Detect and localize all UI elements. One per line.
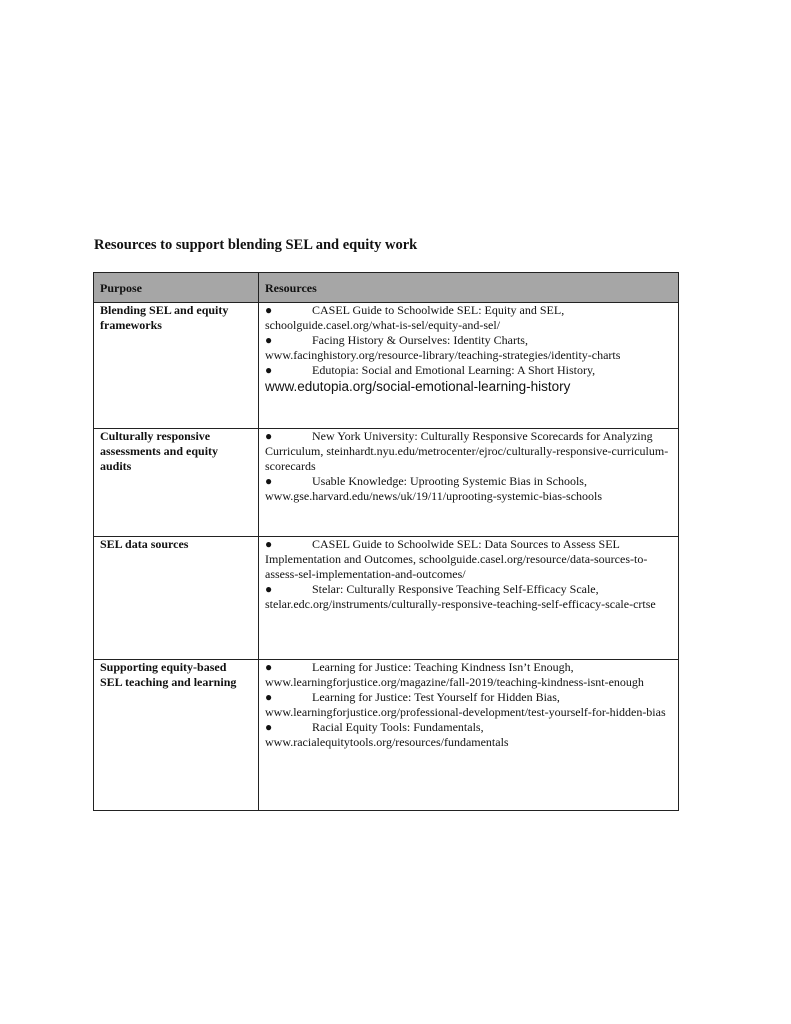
bullet-icon: ● xyxy=(265,660,273,674)
resources-cell xyxy=(259,303,679,429)
resource-item xyxy=(265,363,672,396)
resource-name: Usable Knowledge: Uprooting Systemic Bias in Schools, xyxy=(312,474,587,488)
purpose-cell: Blending SEL and equity frameworks xyxy=(94,303,259,429)
table-header-row xyxy=(94,273,679,303)
resources-column-header: Resources xyxy=(259,273,679,303)
table-row xyxy=(94,429,679,537)
resource-url[interactable]: www.facinghistory.org/resource-library/teaching-strategies/identity-charts xyxy=(265,348,621,362)
resource-item xyxy=(265,582,672,612)
bullet-icon: ● xyxy=(265,429,273,443)
resource-url[interactable]: www.learningforjustice.org/professional-development/test-yourself-for-hidden-bias xyxy=(265,705,666,719)
bullet-icon: ● xyxy=(265,537,273,551)
resource-name: CASEL Guide to Schoolwide SEL: Data Sources to Assess SEL Implementation and Outcomes, xyxy=(265,537,620,566)
resource-name: CASEL Guide to Schoolwide SEL: Equity and SEL, xyxy=(312,303,565,317)
resources-cell xyxy=(259,660,679,811)
resource-url[interactable]: schoolguide.casel.org/what-is-sel/equity-and-sel/ xyxy=(265,318,501,332)
resource-item xyxy=(265,660,672,690)
table-row xyxy=(94,537,679,660)
bullet-icon: ● xyxy=(265,303,273,317)
resource-name: Facing History & Ourselves: Identity Charts, xyxy=(312,333,528,347)
resource-item xyxy=(265,537,672,582)
resource-item xyxy=(265,474,672,504)
resource-name: Learning for Justice: Teaching Kindness Isn’t Enough, xyxy=(312,660,574,674)
resource-name: Racial Equity Tools: Fundamentals, xyxy=(312,720,484,734)
resource-url[interactable]: schoolguide.casel.org/resource/data-sources-to-assess-sel-implementation-and-outcomes/ xyxy=(265,552,648,581)
bullet-icon: ● xyxy=(265,363,273,377)
bullet-icon: ● xyxy=(265,333,273,347)
purpose-cell: Culturally responsive assessments and equity audits xyxy=(94,429,259,537)
table-row xyxy=(94,660,679,811)
purpose-cell: SEL data sources xyxy=(94,537,259,660)
table-row xyxy=(94,303,679,429)
purpose-column-header: Purpose xyxy=(94,273,259,303)
resource-url[interactable]: steinhardt.nyu.edu/metrocenter/ejroc/culturally-responsive-curriculum-scorecards xyxy=(265,444,669,473)
document-title: Resources to support blending SEL and equity work xyxy=(94,237,418,253)
resources-cell xyxy=(259,429,679,537)
resource-item xyxy=(265,690,672,720)
bullet-icon: ● xyxy=(265,690,273,704)
resource-item xyxy=(265,333,672,363)
purpose-cell: Supporting equity-based SEL teaching and learning xyxy=(94,660,259,811)
resource-name: Stelar: Culturally Responsive Teaching Self-Efficacy Scale, xyxy=(312,582,599,596)
bullet-icon: ● xyxy=(265,582,273,596)
resource-url[interactable]: www.racialequitytools.org/resources/fundamentals xyxy=(265,735,509,749)
resource-name: Learning for Justice: Test Yourself for Hidden Bias, xyxy=(312,690,560,704)
bullet-icon: ● xyxy=(265,720,273,734)
bullet-icon: ● xyxy=(265,474,273,488)
resources-cell xyxy=(259,537,679,660)
resource-url[interactable]: www.learningforjustice.org/magazine/fall-2019/teaching-kindness-isnt-enough xyxy=(265,675,644,689)
resource-name: Edutopia: Social and Emotional Learning: A Short History, xyxy=(312,363,596,377)
resource-item xyxy=(265,720,672,750)
resource-item xyxy=(265,429,672,474)
resource-url[interactable]: www.edutopia.org/social-emotional-learning-history xyxy=(265,379,571,394)
resource-url[interactable]: stelar.edc.org/instruments/culturally-responsive-teaching-self-efficacy-scale-crtse xyxy=(265,597,656,611)
resource-url[interactable]: www.gse.harvard.edu/news/uk/19/11/uprooting-systemic-bias-schools xyxy=(265,489,603,503)
resource-item xyxy=(265,303,672,333)
resources-table xyxy=(93,272,679,811)
resource-name: New York University: Culturally Responsive Scorecards for Analyzing Curriculum, xyxy=(265,429,653,458)
